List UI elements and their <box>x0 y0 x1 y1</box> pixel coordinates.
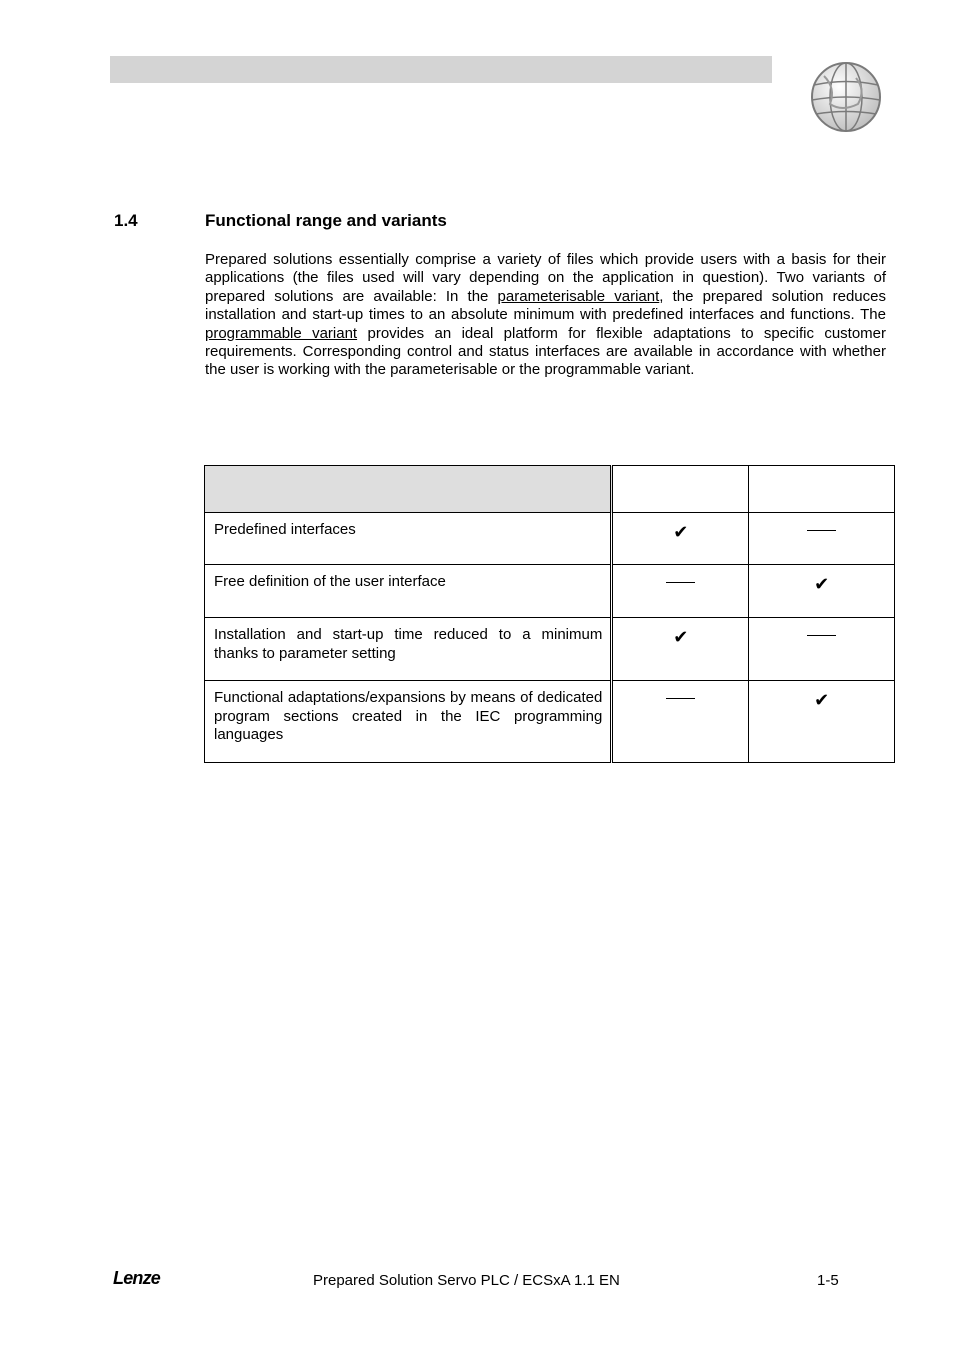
check-icon: ✔ <box>814 574 830 594</box>
page-number: 1-5 <box>817 1272 839 1289</box>
header-cell <box>612 466 749 513</box>
programmable-cell <box>749 681 895 763</box>
parameterisable-variant-link: parameterisable variant <box>497 287 660 305</box>
table-row <box>205 681 895 763</box>
table-header-row <box>205 466 895 513</box>
programmable-cell <box>749 618 895 681</box>
parameterisable-cell <box>612 513 749 565</box>
section-number: 1.4 <box>114 211 138 230</box>
check-icon: ✔ <box>673 522 689 542</box>
check-icon: ✔ <box>673 627 689 647</box>
header-bar <box>110 56 772 83</box>
parameterisable-cell <box>612 681 749 763</box>
dash-icon <box>807 530 836 531</box>
dash-icon <box>807 635 836 636</box>
programmable-cell <box>749 565 895 618</box>
parameterisable-cell <box>612 565 749 618</box>
programmable-cell <box>749 513 895 565</box>
header-cell <box>749 466 895 513</box>
paragraph-text: Prepared solutions essentially comprise a variety of files which provide users with a basis for their applications (the files used will vary depending on the application in question). Two variants of prepared solutions are available: In the <box>205 251 886 305</box>
dash-icon <box>666 698 695 699</box>
dash-icon <box>666 582 695 583</box>
feature-cell: Installation and start-up time reduced to a minimum thanks to parameter setting <box>205 618 612 681</box>
programmable-variant-link: programmable variant <box>205 324 358 342</box>
table-row <box>205 565 895 618</box>
feature-cell: Functional adaptations/expansions by means of dedicated program sections created in the IEC programming languages <box>205 681 612 763</box>
header-cell <box>205 466 612 513</box>
table-row <box>205 513 895 565</box>
paragraph-text: provides an ideal platform for flexible adaptations to specific customer requirements. Corresponding control and status interfaces are available in accordance with whether the user is working with the parameterisable or the programmable variant. <box>205 324 887 379</box>
check-icon: ✔ <box>814 690 830 710</box>
intro-paragraph <box>205 251 886 380</box>
lenze-logo: Lenze <box>113 1268 161 1288</box>
variants-table <box>204 465 895 763</box>
feature-cell: Predefined interfaces <box>205 513 612 565</box>
globe-icon <box>806 60 884 134</box>
parameterisable-cell <box>612 618 749 681</box>
section-title: Functional range and variants <box>205 211 447 230</box>
paragraph-text: , the prepared solution reduces installation and start-up times to an absolute minimum with predefined interfaces and functions. The <box>205 287 886 324</box>
footer-title: Prepared Solution Servo PLC / ECSxA 1.1 EN <box>313 1272 620 1289</box>
feature-cell: Free definition of the user interface <box>205 565 612 618</box>
table-row <box>205 618 895 681</box>
